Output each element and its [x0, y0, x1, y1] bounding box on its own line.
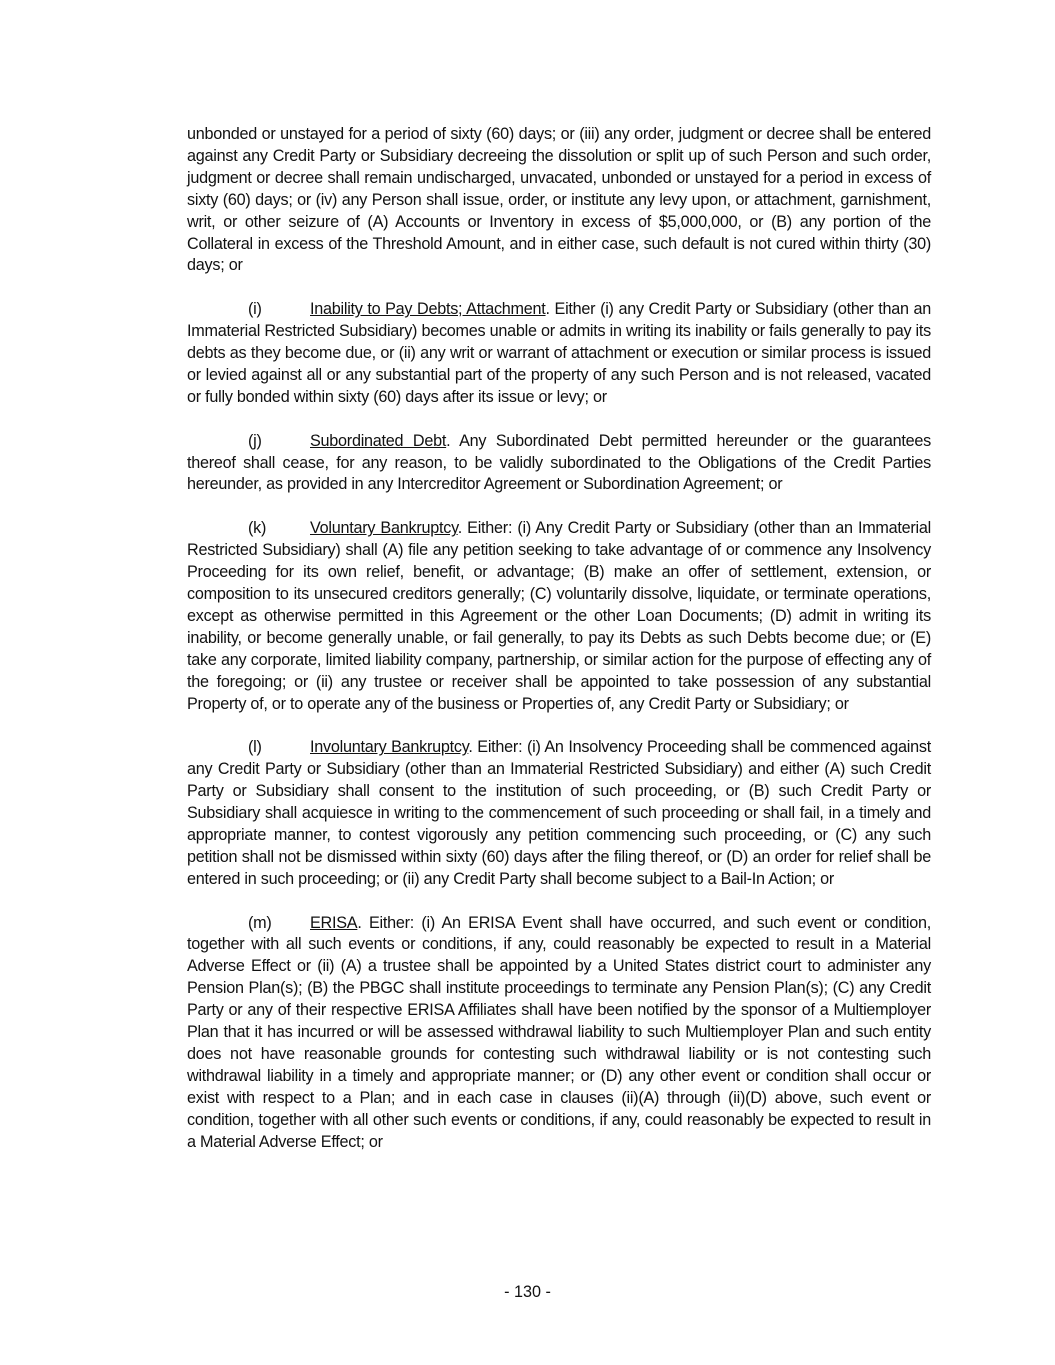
section-heading: ERISA: [310, 913, 358, 932]
section-label: (i): [248, 300, 262, 319]
section-text: . Either: (i) An ERISA Event shall have occurred, and such event or condition, together with all such events or conditions, if any, could reasonably be expected to result in a Material Adverse Effect or (ii) (A) a trustee shall be appointed by a United States district court to administer any Pension Plan(s); (B) the PBGC shall institute proceedings to terminate any Pension Plan(s); (C) any Credit Party or any of their respective ERISA Affiliates shall have been notified by the sponsor of a Multiemployer Plan that it has incurred or will be assessed withdrawal liability to such Multiemployer Plan and such entity does not have reasonable grounds for contesting such withdrawal liability or is not contesting such withdrawal liability in a timely and appropriate manner; or (D) any other event or condition shall occur or exist with respect to a Plan; and in each case in clauses (ii)(A) through (ii)(D) above, such event or condition, together with all other such events or conditions, if any, could reasonably be expected to result in a Material Adverse Effect; or: [187, 913, 931, 1151]
section-label: (j): [248, 431, 262, 450]
section-heading: Subordinated Debt: [310, 431, 447, 450]
section-heading: Involuntary Bankruptcy: [310, 738, 469, 757]
section-i: [187, 299, 931, 409]
section-label: (m): [248, 913, 272, 932]
section-heading: Voluntary Bankruptcy: [310, 519, 458, 538]
section-text: . Either: (i) An Insolvency Proceeding shall be commenced against any Credit Party or Subsidiary (other than an Immaterial Restricted Subsidiary) and either (A) such Credit Party or Subsidiary shall consent to the institution of such proceeding, or (B) such Credit Party or Subsidiary shall acquiesce in writing to the commencement of such proceeding or shall fail, in a timely and appropriate manner, to contest vigorously any petition commencing such proceeding, or (C) any such petition shall not be dismissed within sixty (60) days after the filing thereof, or (D) an order for relief shall be entered in such proceeding; or (ii) any Credit Party shall become subject to a Bail-In Action; or: [187, 738, 931, 888]
section-label: (l): [248, 738, 262, 757]
section-k: [187, 518, 931, 715]
section-text: . Either (i) any Credit Party or Subsidiary (other than an Immaterial Restricted Subsidiary) becomes unable or admits in writing its inability or fails generally to pay its debts as they become due, or (ii) any writ or warrant of attachment or execution or similar process is issued or levied against all or any substantial part of the property of any such Person and is not released, vacated or fully bonded within sixty (60) days after its issue or levy; or: [187, 300, 932, 406]
document-body: [187, 124, 931, 1175]
page-number: - 130 -: [504, 1283, 551, 1301]
section-heading: Inability to Pay Debts; Attachment: [310, 300, 546, 319]
intro-paragraph: unbonded or unstayed for a period of sixty (60) days; or (iii) any order, judgment or decree shall be entered against any Credit Party or Subsidiary decreeing the dissolution or split up of such Person and such order, judgment or decree shall remain undischarged, unvacated, unbonded or unstayed for a period in excess of sixty (60) days; or (iv) any Person shall issue, order, or institute any levy upon, or attachment, garnishment, writ, or other seizure of (A) Accounts or Inventory in excess of $5,000,000, or (B) any portion of the Collateral in excess of the Threshold Amount, and in either case, such default is not cured within thirty (30) days; or: [187, 125, 931, 275]
section-l: [187, 737, 931, 890]
section-label: (k): [248, 519, 267, 538]
section-j: [187, 431, 931, 497]
section-text: . Either: (i) Any Credit Party or Subsidiary (other than an Immaterial Restricted Subsidiary) shall (A) file any petition seeking to take advantage of or commence any Insolvency Proceeding for its own relief, benefit, or advantage; (B) make an offer of settlement, extension, or composition to its unsecured creditors generally; (C) voluntarily dissolve, liquidate, or terminate operations, except as otherwise permitted in this Agreement or the other Loan Documents; (D) admit in writing its inability, or become generally unable, or fail generally, to pay its Debts as such Debts become due; or (E) take any corporate, limited liability company, partnership, or similar action for the purpose of effecting any of the foregoing; or (ii) any trustee or receiver shall be appointed to take possession of any substantial Property of, or to operate any of the business or Properties of, any Credit Party or Subsidiary; or: [187, 519, 932, 713]
section-text: . Any Subordinated Debt permitted hereunder or the guarantees thereof shall cease, for any reason, to be validly subordinated to the Obligations of the Credit Parties hereunder, as provided in any Intercreditor Agreement or Subordination Agreement; or: [187, 431, 931, 494]
section-m: [187, 913, 931, 1154]
